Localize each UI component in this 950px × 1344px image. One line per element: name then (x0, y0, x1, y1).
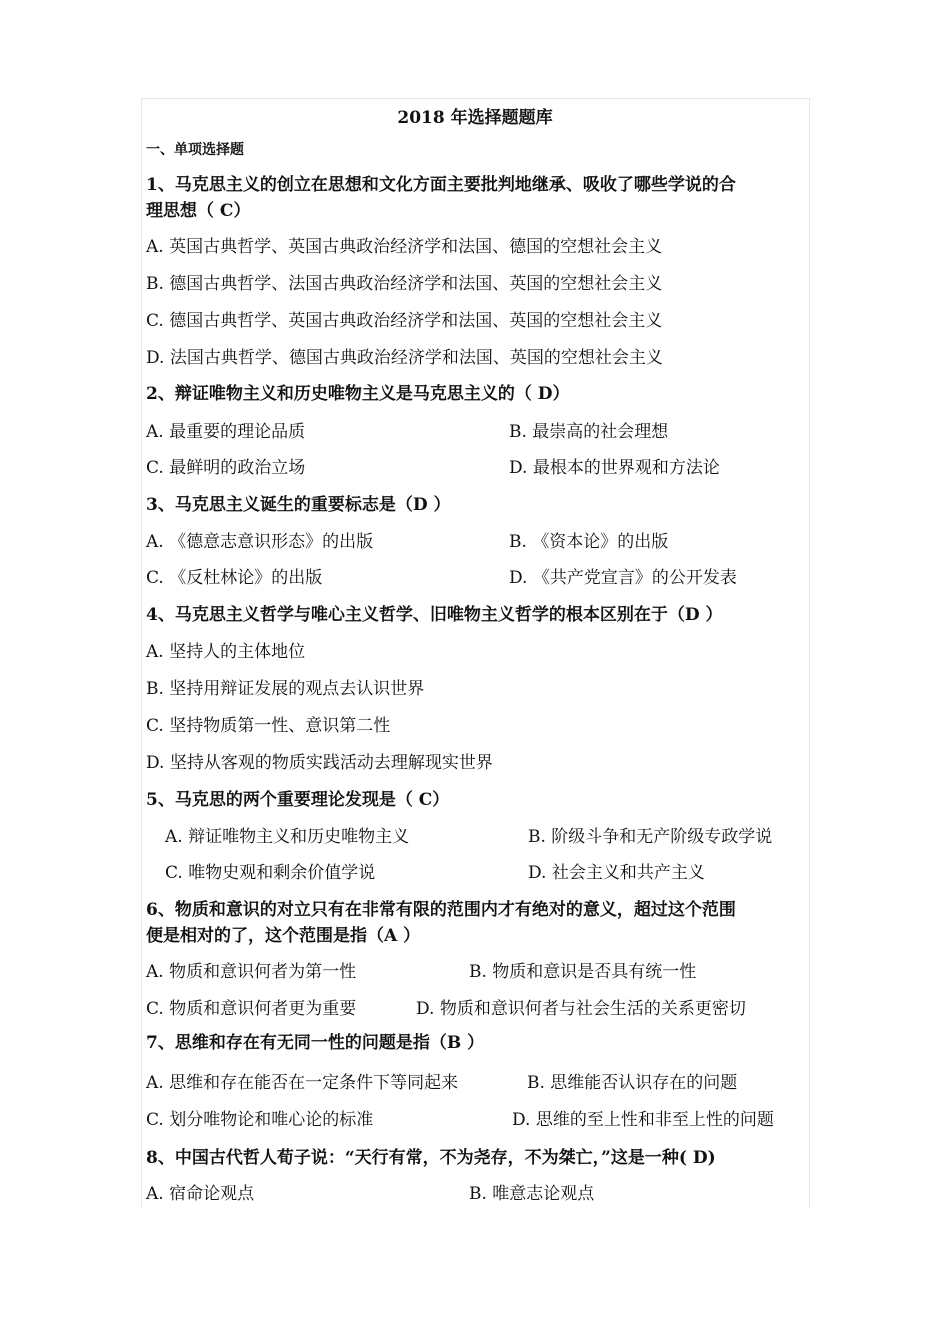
question-3: 3、马克思主义诞生的重要标志是（D ） (146, 495, 451, 515)
question-7: 7、思维和存在有无同一性的问题是指（B ） (146, 1033, 485, 1053)
page-title: 2018 年选择题题库 (397, 108, 553, 128)
question-5-option-a: A. 辩证唯物主义和历史唯物主义 (165, 827, 410, 847)
question-5-option-d: D. 社会主义和共产主义 (528, 863, 705, 883)
question-5: 5、马克思的两个重要理论发现是（ C） (146, 790, 450, 810)
question-7-option-b: B. 思维能否认识存在的问题 (527, 1073, 738, 1093)
section-heading: 一、单项选择题 (146, 142, 244, 158)
question-6-option-a: A. 物质和意识何者为第一性 (146, 962, 357, 982)
question-1-option-d: D. 法国古典哲学、德国古典政治经济学和法国、英国的空想社会主义 (146, 348, 663, 368)
question-4-option-b: B. 坚持用辩证发展的观点去认识世界 (146, 679, 425, 699)
question-2-option-a: A. 最重要的理论品质 (146, 422, 306, 442)
question-8-option-a: A. 宿命论观点 (146, 1184, 255, 1204)
question-3-option-d: D. 《共产党宣言》的公开发表 (509, 568, 737, 588)
question-2: 2、辩证唯物主义和历史唯物主义是马克思主义的（ D） (146, 384, 570, 404)
question-4-option-a: A. 坚持人的主体地位 (146, 642, 306, 662)
question-2-option-b: B. 最崇高的社会理想 (509, 422, 669, 442)
question-2-option-c: C. 最鲜明的政治立场 (146, 458, 306, 478)
question-7-option-c: C. 划分唯物论和唯心论的标准 (146, 1110, 374, 1130)
question-3-option-a: A. 《德意志意识形态》的出版 (146, 532, 374, 552)
question-7-option-a: A. 思维和存在能否在一定条件下等同起来 (146, 1073, 459, 1093)
question-2-option-d: D. 最根本的世界观和方法论 (509, 458, 720, 478)
question-6-option-c: C. 物质和意识何者更为重要 (146, 999, 357, 1019)
question-8: 8、中国古代哲人荀子说：“天行有常，不为尧存，不为桀亡，”这是一种( D) (146, 1148, 716, 1168)
question-8-option-b: B. 唯意志论观点 (469, 1184, 595, 1204)
question-5-option-c: C. 唯物史观和剩余价值学说 (165, 863, 376, 883)
question-1-line-2: 理思想（ C） (146, 201, 251, 221)
question-5-option-b: B. 阶级斗争和无产阶级专政学说 (528, 827, 773, 847)
question-6-option-d: D. 物质和意识何者与社会生活的关系更密切 (416, 999, 746, 1019)
question-1-option-b: B. 德国古典哲学、法国古典政治经济学和法国、英国的空想社会主义 (146, 274, 663, 294)
question-4: 4、马克思主义哲学与唯心主义哲学、旧唯物主义哲学的根本区别在于（D ） (146, 605, 723, 625)
question-1-option-c: C. 德国古典哲学、英国古典政治经济学和法国、英国的空想社会主义 (146, 311, 663, 331)
question-1-line-1: 1、马克思主义的创立在思想和文化方面主要批判地继承、吸收了哪些学说的合 (146, 175, 736, 195)
question-3-option-c: C. 《反杜林论》的出版 (146, 568, 323, 588)
question-7-option-d: D. 思维的至上性和非至上性的问题 (512, 1110, 774, 1130)
question-6-option-b: B. 物质和意识是否具有统一性 (469, 962, 697, 982)
question-3-option-b: B. 《资本论》的出版 (509, 532, 669, 552)
question-6-line-1: 6、物质和意识的对立只有在非常有限的范围内才有绝对的意义，超过这个范围 (146, 900, 736, 920)
question-4-option-c: C. 坚持物质第一性、意识第二性 (146, 716, 391, 736)
question-6-line-2: 便是相对的了，这个范围是指（A ） (146, 926, 421, 946)
question-4-option-d: D. 坚持从客观的物质实践活动去理解现实世界 (146, 753, 493, 773)
question-1-option-a: A. 英国古典哲学、英国古典政治经济学和法国、德国的空想社会主义 (146, 237, 663, 257)
